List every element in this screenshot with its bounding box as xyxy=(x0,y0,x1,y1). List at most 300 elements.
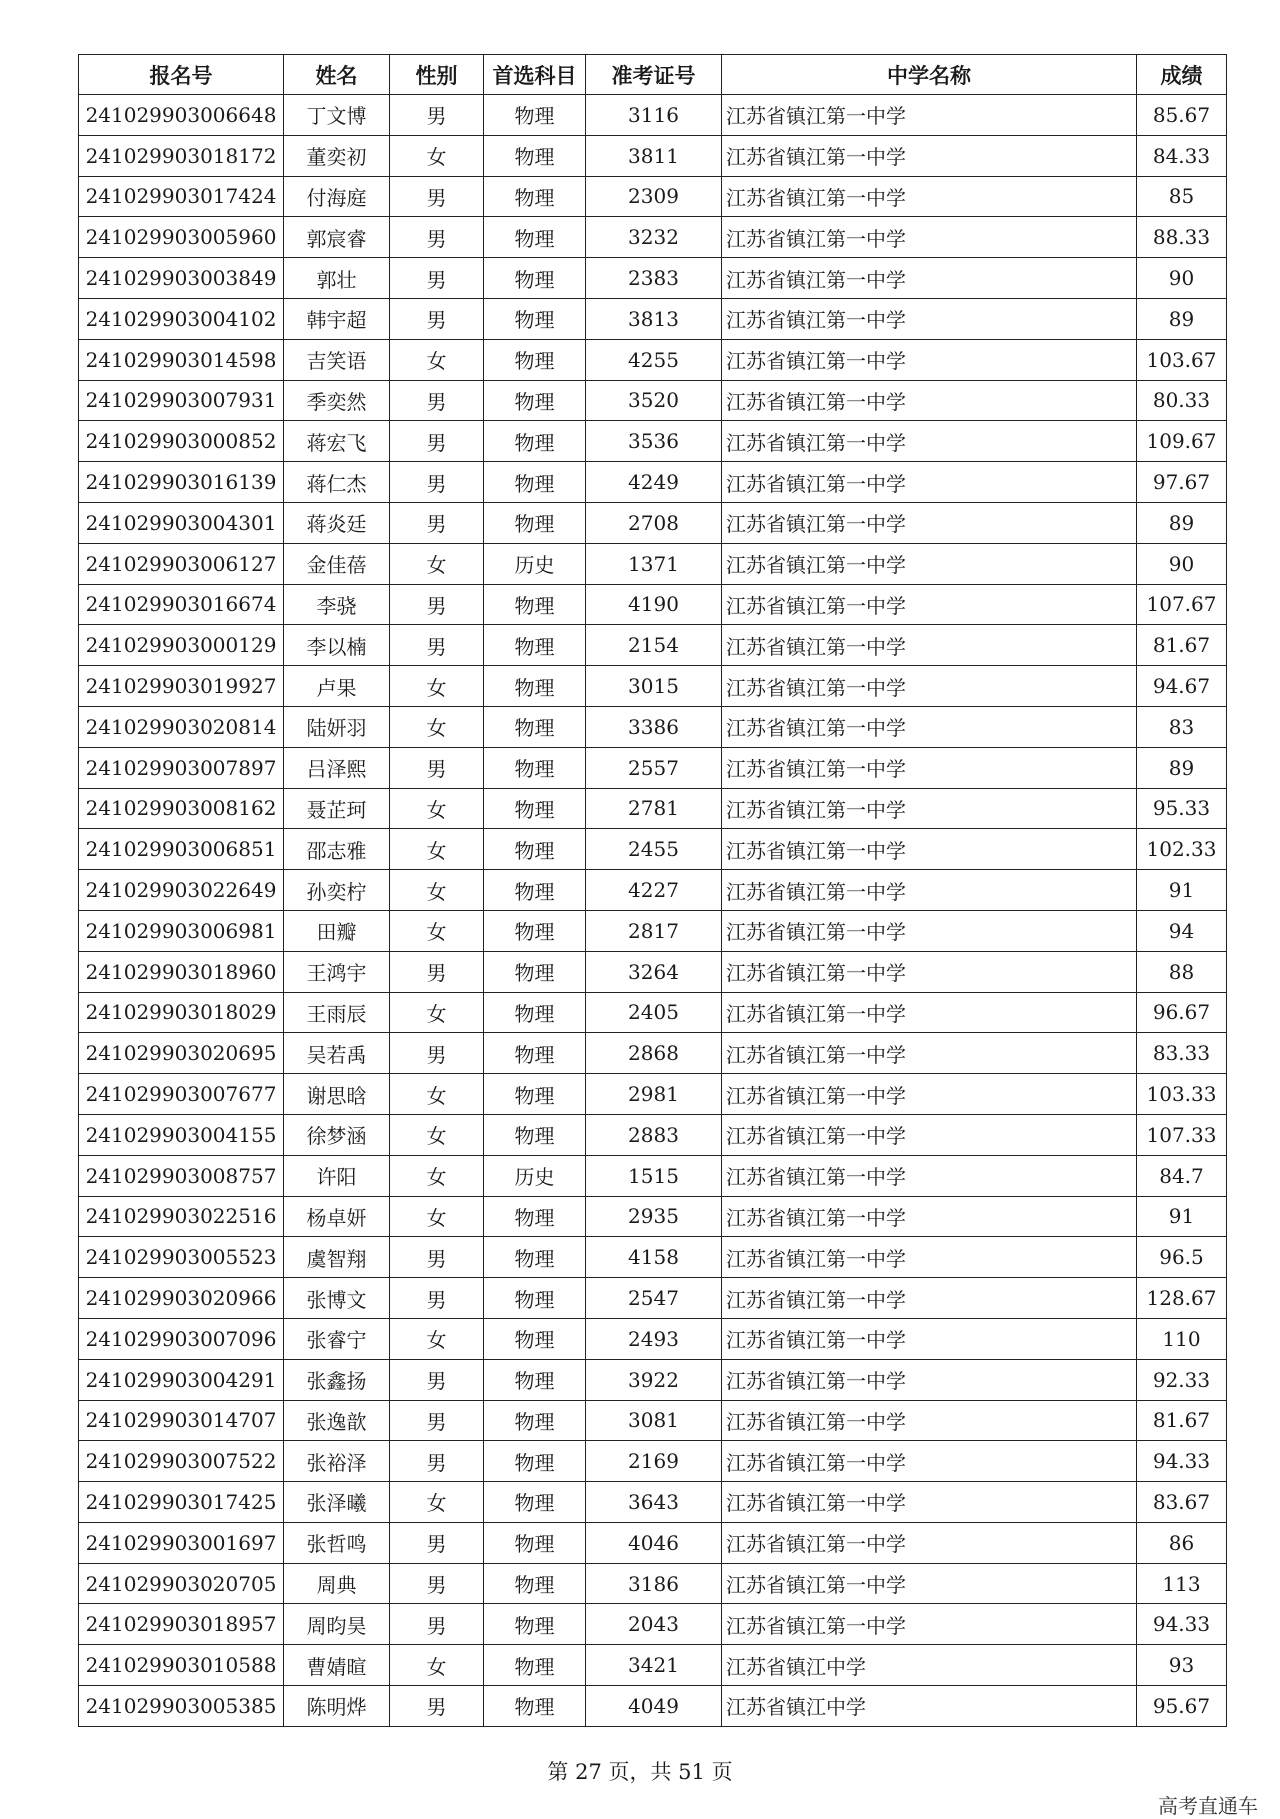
col-score-cell: 91 xyxy=(1137,1196,1227,1237)
col-score-cell: 84.33 xyxy=(1137,135,1227,176)
col-registration-number-cell: 241029903008162 xyxy=(79,788,284,829)
col-school-cell: 江苏省镇江第一中学 xyxy=(722,666,1137,707)
col-registration-number-cell: 241029903020966 xyxy=(79,1278,284,1319)
col-subject-cell: 物理 xyxy=(484,1482,586,1523)
col-score-cell: 85 xyxy=(1137,176,1227,217)
col-exam-number-cell: 2817 xyxy=(586,910,722,951)
table-row xyxy=(79,992,1227,1033)
col-exam-number-cell: 3116 xyxy=(586,95,722,136)
col-registration-number-cell: 241029903005385 xyxy=(79,1686,284,1727)
col-name-cell: 蒋炎廷 xyxy=(284,502,390,543)
col-subject-cell: 物理 xyxy=(484,1563,586,1604)
col-gender-cell: 男 xyxy=(390,1237,484,1278)
col-subject-cell: 物理 xyxy=(484,706,586,747)
col-registration-number-cell: 241029903004301 xyxy=(79,502,284,543)
col-exam-number-cell: 2981 xyxy=(586,1074,722,1115)
col-school-cell: 江苏省镇江第一中学 xyxy=(722,421,1137,462)
col-school-cell: 江苏省镇江第一中学 xyxy=(722,829,1137,870)
col-gender-cell: 女 xyxy=(390,135,484,176)
col-name-cell: 陈明烨 xyxy=(284,1686,390,1727)
col-school-cell: 江苏省镇江第一中学 xyxy=(722,339,1137,380)
col-score-cell: 86 xyxy=(1137,1522,1227,1563)
col-name-cell: 周典 xyxy=(284,1563,390,1604)
col-subject-cell: 物理 xyxy=(484,1074,586,1115)
col-registration-number-cell: 241029903006648 xyxy=(79,95,284,136)
col-school-cell: 江苏省镇江第一中学 xyxy=(722,1278,1137,1319)
col-school-cell: 江苏省镇江第一中学 xyxy=(722,1114,1137,1155)
col-name-cell: 吉笑语 xyxy=(284,339,390,380)
col-exam-number-cell: 2493 xyxy=(586,1318,722,1359)
col-name-cell: 杨卓妍 xyxy=(284,1196,390,1237)
col-school-cell: 江苏省镇江第一中学 xyxy=(722,584,1137,625)
col-score-cell: 90 xyxy=(1137,543,1227,584)
col-score-cell: 94 xyxy=(1137,910,1227,951)
col-school-cell: 江苏省镇江第一中学 xyxy=(722,992,1137,1033)
col-name-cell: 张鑫扬 xyxy=(284,1359,390,1400)
col-subject-cell: 物理 xyxy=(484,910,586,951)
table-row xyxy=(79,176,1227,217)
col-school-cell: 江苏省镇江中学 xyxy=(722,1686,1137,1727)
header-col-subject: 首选科目 xyxy=(484,55,586,95)
col-school-cell: 江苏省镇江第一中学 xyxy=(722,135,1137,176)
col-exam-number-cell: 4046 xyxy=(586,1522,722,1563)
col-subject-cell: 物理 xyxy=(484,625,586,666)
col-name-cell: 张裕泽 xyxy=(284,1441,390,1482)
table-row xyxy=(79,462,1227,503)
col-gender-cell: 男 xyxy=(390,298,484,339)
col-subject-cell: 物理 xyxy=(484,1359,586,1400)
col-exam-number-cell: 2547 xyxy=(586,1278,722,1319)
col-exam-number-cell: 3811 xyxy=(586,135,722,176)
col-name-cell: 郭壮 xyxy=(284,258,390,299)
col-name-cell: 虞智翔 xyxy=(284,1237,390,1278)
col-subject-cell: 物理 xyxy=(484,584,586,625)
col-subject-cell: 物理 xyxy=(484,1196,586,1237)
col-school-cell: 江苏省镇江第一中学 xyxy=(722,298,1137,339)
col-name-cell: 郭宸睿 xyxy=(284,217,390,258)
col-exam-number-cell: 3643 xyxy=(586,1482,722,1523)
header-col-school: 中学名称 xyxy=(722,55,1137,95)
col-exam-number-cell: 2169 xyxy=(586,1441,722,1482)
col-school-cell: 江苏省镇江第一中学 xyxy=(722,1522,1137,1563)
table-row xyxy=(79,502,1227,543)
col-school-cell: 江苏省镇江第一中学 xyxy=(722,95,1137,136)
col-school-cell: 江苏省镇江第一中学 xyxy=(722,258,1137,299)
col-school-cell: 江苏省镇江第一中学 xyxy=(722,462,1137,503)
table-row xyxy=(79,1686,1227,1727)
col-score-cell: 94.33 xyxy=(1137,1441,1227,1482)
table-row xyxy=(79,706,1227,747)
col-gender-cell: 男 xyxy=(390,1278,484,1319)
col-exam-number-cell: 2043 xyxy=(586,1604,722,1645)
col-gender-cell: 女 xyxy=(390,1645,484,1686)
col-exam-number-cell: 4049 xyxy=(586,1686,722,1727)
col-score-cell: 103.33 xyxy=(1137,1074,1227,1115)
col-registration-number-cell: 241029903008757 xyxy=(79,1155,284,1196)
col-score-cell: 94.67 xyxy=(1137,666,1227,707)
col-name-cell: 曹婧暄 xyxy=(284,1645,390,1686)
col-registration-number-cell: 241029903007096 xyxy=(79,1318,284,1359)
col-name-cell: 徐梦涵 xyxy=(284,1114,390,1155)
col-exam-number-cell: 2708 xyxy=(586,502,722,543)
col-school-cell: 江苏省镇江第一中学 xyxy=(722,1482,1137,1523)
col-school-cell: 江苏省镇江第一中学 xyxy=(722,1400,1137,1441)
col-score-cell: 90 xyxy=(1137,258,1227,299)
col-registration-number-cell: 241029903018172 xyxy=(79,135,284,176)
col-score-cell: 107.33 xyxy=(1137,1114,1227,1155)
col-name-cell: 张博文 xyxy=(284,1278,390,1319)
col-score-cell: 109.67 xyxy=(1137,421,1227,462)
col-score-cell: 88.33 xyxy=(1137,217,1227,258)
page-number: 第 27 页，共 51 页 xyxy=(547,1760,733,1784)
col-gender-cell: 女 xyxy=(390,1482,484,1523)
col-exam-number-cell: 2405 xyxy=(586,992,722,1033)
col-registration-number-cell: 241029903018957 xyxy=(79,1604,284,1645)
col-score-cell: 103.67 xyxy=(1137,339,1227,380)
col-score-cell: 95.33 xyxy=(1137,788,1227,829)
col-school-cell: 江苏省镇江第一中学 xyxy=(722,502,1137,543)
col-registration-number-cell: 241029903018029 xyxy=(79,992,284,1033)
col-score-cell: 89 xyxy=(1137,502,1227,543)
col-exam-number-cell: 3081 xyxy=(586,1400,722,1441)
col-score-cell: 97.67 xyxy=(1137,462,1227,503)
col-gender-cell: 男 xyxy=(390,1686,484,1727)
col-registration-number-cell: 241029903014707 xyxy=(79,1400,284,1441)
col-gender-cell: 男 xyxy=(390,176,484,217)
col-gender-cell: 女 xyxy=(390,870,484,911)
table-row xyxy=(79,747,1227,788)
header-col-name: 姓名 xyxy=(284,55,390,95)
col-registration-number-cell: 241029903017424 xyxy=(79,176,284,217)
col-subject-cell: 物理 xyxy=(484,1033,586,1074)
col-exam-number-cell: 2935 xyxy=(586,1196,722,1237)
watermark-text: 高考直通车 xyxy=(1158,1794,1258,1818)
table-row xyxy=(79,1033,1227,1074)
col-gender-cell: 男 xyxy=(390,462,484,503)
table-row xyxy=(79,1359,1227,1400)
table-row xyxy=(79,258,1227,299)
col-name-cell: 董奕初 xyxy=(284,135,390,176)
table-body xyxy=(79,95,1227,1727)
col-score-cell: 81.67 xyxy=(1137,625,1227,666)
table-row xyxy=(79,1278,1227,1319)
col-name-cell: 季奕然 xyxy=(284,380,390,421)
col-score-cell: 107.67 xyxy=(1137,584,1227,625)
col-score-cell: 102.33 xyxy=(1137,829,1227,870)
col-subject-cell: 物理 xyxy=(484,1522,586,1563)
col-gender-cell: 男 xyxy=(390,217,484,258)
col-exam-number-cell: 2309 xyxy=(586,176,722,217)
col-gender-cell: 男 xyxy=(390,380,484,421)
table-row xyxy=(79,217,1227,258)
col-name-cell: 吴若禹 xyxy=(284,1033,390,1074)
table-row xyxy=(79,951,1227,992)
col-gender-cell: 女 xyxy=(390,788,484,829)
col-gender-cell: 女 xyxy=(390,1114,484,1155)
table-row xyxy=(79,584,1227,625)
col-name-cell: 丁文博 xyxy=(284,95,390,136)
col-subject-cell: 物理 xyxy=(484,829,586,870)
col-gender-cell: 男 xyxy=(390,1359,484,1400)
col-subject-cell: 物理 xyxy=(484,1645,586,1686)
admission-results-table xyxy=(78,54,1227,1727)
header-col-exam-number: 准考证号 xyxy=(586,55,722,95)
col-subject-cell: 物理 xyxy=(484,380,586,421)
col-school-cell: 江苏省镇江第一中学 xyxy=(722,625,1137,666)
header-col-score: 成绩 xyxy=(1137,55,1227,95)
col-score-cell: 88 xyxy=(1137,951,1227,992)
col-name-cell: 张哲鸣 xyxy=(284,1522,390,1563)
col-exam-number-cell: 2781 xyxy=(586,788,722,829)
col-name-cell: 付海庭 xyxy=(284,176,390,217)
col-score-cell: 110 xyxy=(1137,1318,1227,1359)
col-registration-number-cell: 241029903006851 xyxy=(79,829,284,870)
col-score-cell: 95.67 xyxy=(1137,1686,1227,1727)
col-school-cell: 江苏省镇江第一中学 xyxy=(722,1318,1137,1359)
table-row xyxy=(79,135,1227,176)
col-score-cell: 84.7 xyxy=(1137,1155,1227,1196)
col-exam-number-cell: 2383 xyxy=(586,258,722,299)
col-school-cell: 江苏省镇江第一中学 xyxy=(722,1237,1137,1278)
col-name-cell: 王鸿宇 xyxy=(284,951,390,992)
col-registration-number-cell: 241029903019927 xyxy=(79,666,284,707)
col-school-cell: 江苏省镇江第一中学 xyxy=(722,1196,1137,1237)
col-score-cell: 113 xyxy=(1137,1563,1227,1604)
col-exam-number-cell: 3015 xyxy=(586,666,722,707)
table-row xyxy=(79,1482,1227,1523)
col-gender-cell: 男 xyxy=(390,951,484,992)
col-gender-cell: 女 xyxy=(390,666,484,707)
col-exam-number-cell: 3232 xyxy=(586,217,722,258)
col-registration-number-cell: 241029903017425 xyxy=(79,1482,284,1523)
col-registration-number-cell: 241029903006981 xyxy=(79,910,284,951)
table-row xyxy=(79,298,1227,339)
col-registration-number-cell: 241029903000852 xyxy=(79,421,284,462)
col-name-cell: 田瓣 xyxy=(284,910,390,951)
col-name-cell: 卢果 xyxy=(284,666,390,707)
table-row xyxy=(79,1645,1227,1686)
col-subject-cell: 物理 xyxy=(484,217,586,258)
col-exam-number-cell: 3536 xyxy=(586,421,722,462)
col-name-cell: 张睿宁 xyxy=(284,1318,390,1359)
col-school-cell: 江苏省镇江第一中学 xyxy=(722,910,1137,951)
col-exam-number-cell: 1515 xyxy=(586,1155,722,1196)
col-gender-cell: 女 xyxy=(390,706,484,747)
col-gender-cell: 男 xyxy=(390,258,484,299)
col-name-cell: 许阳 xyxy=(284,1155,390,1196)
col-school-cell: 江苏省镇江第一中学 xyxy=(722,1441,1137,1482)
table-header xyxy=(79,55,1227,95)
col-registration-number-cell: 241029903007522 xyxy=(79,1441,284,1482)
col-name-cell: 李骁 xyxy=(284,584,390,625)
col-gender-cell: 女 xyxy=(390,1196,484,1237)
col-registration-number-cell: 241029903000129 xyxy=(79,625,284,666)
col-name-cell: 王雨辰 xyxy=(284,992,390,1033)
table-row xyxy=(79,1563,1227,1604)
col-subject-cell: 物理 xyxy=(484,870,586,911)
col-subject-cell: 历史 xyxy=(484,1155,586,1196)
col-exam-number-cell: 2557 xyxy=(586,747,722,788)
col-exam-number-cell: 3922 xyxy=(586,1359,722,1400)
table-row xyxy=(79,910,1227,951)
table-row xyxy=(79,625,1227,666)
col-registration-number-cell: 241029903022649 xyxy=(79,870,284,911)
col-registration-number-cell: 241029903007897 xyxy=(79,747,284,788)
col-score-cell: 89 xyxy=(1137,747,1227,788)
col-subject-cell: 物理 xyxy=(484,992,586,1033)
col-exam-number-cell: 3186 xyxy=(586,1563,722,1604)
col-gender-cell: 男 xyxy=(390,502,484,543)
col-name-cell: 蒋宏飞 xyxy=(284,421,390,462)
col-gender-cell: 女 xyxy=(390,829,484,870)
col-school-cell: 江苏省镇江第一中学 xyxy=(722,1604,1137,1645)
table-row xyxy=(79,1155,1227,1196)
col-subject-cell: 物理 xyxy=(484,95,586,136)
col-registration-number-cell: 241029903006127 xyxy=(79,543,284,584)
col-registration-number-cell: 241029903022516 xyxy=(79,1196,284,1237)
col-school-cell: 江苏省镇江第一中学 xyxy=(722,706,1137,747)
col-subject-cell: 物理 xyxy=(484,135,586,176)
col-exam-number-cell: 3264 xyxy=(586,951,722,992)
col-gender-cell: 男 xyxy=(390,1400,484,1441)
col-registration-number-cell: 241029903016674 xyxy=(79,584,284,625)
col-registration-number-cell: 241029903007931 xyxy=(79,380,284,421)
col-subject-cell: 物理 xyxy=(484,1237,586,1278)
col-registration-number-cell: 241029903004155 xyxy=(79,1114,284,1155)
col-gender-cell: 女 xyxy=(390,543,484,584)
col-name-cell: 孙奕柠 xyxy=(284,870,390,911)
col-school-cell: 江苏省镇江第一中学 xyxy=(722,870,1137,911)
col-score-cell: 83.33 xyxy=(1137,1033,1227,1074)
table-row xyxy=(79,1522,1227,1563)
table-row xyxy=(79,95,1227,136)
col-subject-cell: 物理 xyxy=(484,666,586,707)
col-name-cell: 聂芷珂 xyxy=(284,788,390,829)
table-row xyxy=(79,829,1227,870)
col-exam-number-cell: 4158 xyxy=(586,1237,722,1278)
col-gender-cell: 男 xyxy=(390,625,484,666)
col-score-cell: 80.33 xyxy=(1137,380,1227,421)
table-row xyxy=(79,1074,1227,1115)
col-score-cell: 81.67 xyxy=(1137,1400,1227,1441)
col-exam-number-cell: 2868 xyxy=(586,1033,722,1074)
col-score-cell: 91 xyxy=(1137,870,1227,911)
table-row xyxy=(79,1400,1227,1441)
col-school-cell: 江苏省镇江第一中学 xyxy=(722,788,1137,829)
col-subject-cell: 物理 xyxy=(484,176,586,217)
col-gender-cell: 女 xyxy=(390,1074,484,1115)
col-name-cell: 张泽曦 xyxy=(284,1482,390,1523)
col-name-cell: 陆妍羽 xyxy=(284,706,390,747)
table-row xyxy=(79,1196,1227,1237)
col-exam-number-cell: 3421 xyxy=(586,1645,722,1686)
col-exam-number-cell: 4227 xyxy=(586,870,722,911)
col-gender-cell: 男 xyxy=(390,1563,484,1604)
table-row xyxy=(79,380,1227,421)
col-subject-cell: 物理 xyxy=(484,1400,586,1441)
col-name-cell: 谢思晗 xyxy=(284,1074,390,1115)
table-row xyxy=(79,1441,1227,1482)
col-exam-number-cell: 3386 xyxy=(586,706,722,747)
col-name-cell: 韩宇超 xyxy=(284,298,390,339)
col-name-cell: 周昀昊 xyxy=(284,1604,390,1645)
col-name-cell: 金佳蓓 xyxy=(284,543,390,584)
col-school-cell: 江苏省镇江第一中学 xyxy=(722,1359,1137,1400)
col-exam-number-cell: 2455 xyxy=(586,829,722,870)
col-registration-number-cell: 241029903004291 xyxy=(79,1359,284,1400)
col-school-cell: 江苏省镇江第一中学 xyxy=(722,217,1137,258)
col-subject-cell: 物理 xyxy=(484,258,586,299)
col-exam-number-cell: 1371 xyxy=(586,543,722,584)
col-score-cell: 92.33 xyxy=(1137,1359,1227,1400)
col-subject-cell: 历史 xyxy=(484,543,586,584)
col-exam-number-cell: 2154 xyxy=(586,625,722,666)
col-registration-number-cell: 241029903003849 xyxy=(79,258,284,299)
col-registration-number-cell: 241029903018960 xyxy=(79,951,284,992)
col-exam-number-cell: 3520 xyxy=(586,380,722,421)
col-name-cell: 吕泽熙 xyxy=(284,747,390,788)
col-registration-number-cell: 241029903005960 xyxy=(79,217,284,258)
col-school-cell: 江苏省镇江第一中学 xyxy=(722,1563,1137,1604)
table-row xyxy=(79,1114,1227,1155)
col-subject-cell: 物理 xyxy=(484,502,586,543)
col-score-cell: 93 xyxy=(1137,1645,1227,1686)
table-row xyxy=(79,666,1227,707)
col-score-cell: 85.67 xyxy=(1137,95,1227,136)
col-name-cell: 张逸歆 xyxy=(284,1400,390,1441)
col-registration-number-cell: 241029903007677 xyxy=(79,1074,284,1115)
col-gender-cell: 男 xyxy=(390,1033,484,1074)
col-score-cell: 96.67 xyxy=(1137,992,1227,1033)
col-subject-cell: 物理 xyxy=(484,1604,586,1645)
col-exam-number-cell: 3813 xyxy=(586,298,722,339)
col-subject-cell: 物理 xyxy=(484,1318,586,1359)
col-subject-cell: 物理 xyxy=(484,747,586,788)
col-registration-number-cell: 241029903020705 xyxy=(79,1563,284,1604)
col-gender-cell: 男 xyxy=(390,1441,484,1482)
col-registration-number-cell: 241029903005523 xyxy=(79,1237,284,1278)
header-col-gender: 性别 xyxy=(390,55,484,95)
col-subject-cell: 物理 xyxy=(484,1114,586,1155)
header-col-registration-number: 报名号 xyxy=(79,55,284,95)
col-school-cell: 江苏省镇江中学 xyxy=(722,1645,1137,1686)
col-score-cell: 89 xyxy=(1137,298,1227,339)
col-school-cell: 江苏省镇江第一中学 xyxy=(722,1033,1137,1074)
col-exam-number-cell: 4190 xyxy=(586,584,722,625)
col-school-cell: 江苏省镇江第一中学 xyxy=(722,543,1137,584)
col-name-cell: 蒋仁杰 xyxy=(284,462,390,503)
col-gender-cell: 女 xyxy=(390,910,484,951)
table-row xyxy=(79,1604,1227,1645)
col-gender-cell: 男 xyxy=(390,421,484,462)
col-subject-cell: 物理 xyxy=(484,951,586,992)
table-row xyxy=(79,421,1227,462)
table-row xyxy=(79,543,1227,584)
col-subject-cell: 物理 xyxy=(484,788,586,829)
header-row xyxy=(79,55,1227,95)
table-row xyxy=(79,1318,1227,1359)
col-school-cell: 江苏省镇江第一中学 xyxy=(722,747,1137,788)
table-row xyxy=(79,1237,1227,1278)
col-subject-cell: 物理 xyxy=(484,339,586,380)
col-registration-number-cell: 241029903010588 xyxy=(79,1645,284,1686)
col-subject-cell: 物理 xyxy=(484,298,586,339)
col-exam-number-cell: 4249 xyxy=(586,462,722,503)
col-school-cell: 江苏省镇江第一中学 xyxy=(722,1074,1137,1115)
col-exam-number-cell: 4255 xyxy=(586,339,722,380)
col-subject-cell: 物理 xyxy=(484,421,586,462)
col-school-cell: 江苏省镇江第一中学 xyxy=(722,1155,1137,1196)
